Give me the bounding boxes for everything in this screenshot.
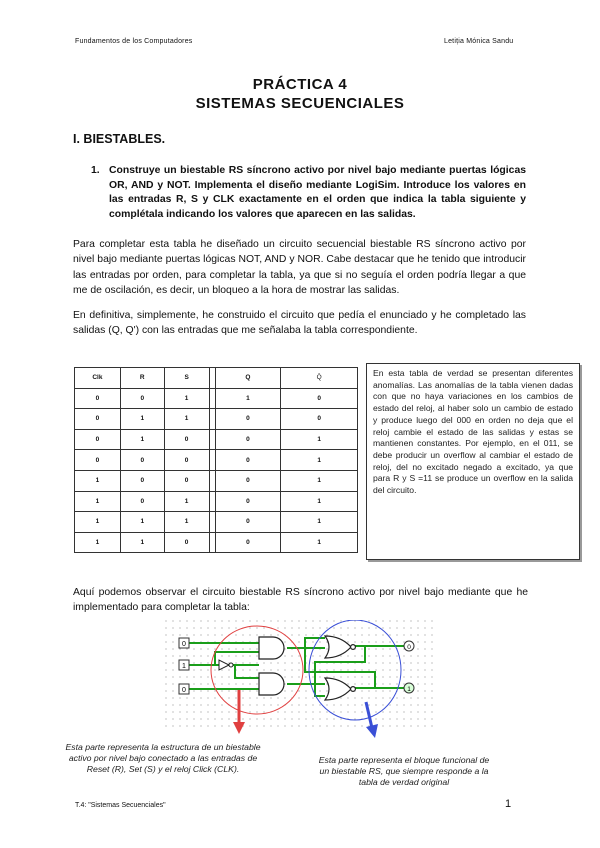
header-cell-qnot: Q̄ <box>281 368 358 389</box>
cell-q: 0 <box>215 512 281 533</box>
cell-clk: 1 <box>75 512 121 533</box>
circuit-diagram <box>165 620 435 728</box>
input-pin-top-value: 0 <box>182 641 186 648</box>
cell-s: 1 <box>164 491 209 512</box>
header-cell-r: R <box>120 368 164 389</box>
truth-table <box>74 367 358 553</box>
caption-right: Esta parte representa el bloque funcional de un biestable RS, que siempre responde a la tabla de verdad original <box>318 755 490 787</box>
cell-r: 0 <box>120 388 164 409</box>
table-header-row <box>75 368 358 389</box>
output-pin-top-value: 0 <box>407 644 411 651</box>
cell-qnot: 0 <box>281 409 358 430</box>
logisim-grid <box>165 620 435 728</box>
input-pins <box>179 638 189 694</box>
anomaly-note: En esta tabla de verdad se presentan diferentes anomalías. Las anomalías de la tabla vienen dadas con que no haya variaciones en los cambios de estado del reloj, al haber solo un cambio de estado y produce luego del 000 en orden no deja que el reloj cambie el estado de las salidas y estas se mantienen constantes. Por ejemplo, en el 011, se debe producir un overflow al cambiar el estado de reloj, del no excitado negado a excitado, ya que para R y S =11 se produce un overflow en la salida del circuito. <box>366 363 580 560</box>
cell-qnot: 1 <box>281 470 358 491</box>
cell-clk: 1 <box>75 470 121 491</box>
page-subtitle: SISTEMAS SECUENCIALES <box>195 95 405 112</box>
cell-q: 0 <box>215 409 281 430</box>
cell-clk: 0 <box>75 450 121 471</box>
cell-clk: 1 <box>75 491 121 512</box>
cell-r: 1 <box>120 532 164 553</box>
table-row <box>75 470 358 491</box>
table-row <box>75 429 358 450</box>
task-text: Construye un biestable RS síncrono activo por nivel bajo mediante puertas lógicas OR, AND y NOT. Implementa el diseño mediante LogiSim. Introduce los valores en las entradas R, S y CLK exactamente en el orden que indica la tabla siguiente y complétala indicando los valores que aparecen en las salidas. <box>109 165 526 220</box>
cell-qnot: 1 <box>281 532 358 553</box>
section-heading: I. BIESTABLES. <box>73 132 166 146</box>
header-cell-q: Q <box>215 368 281 389</box>
cell-s: 0 <box>164 532 209 553</box>
paragraph-2: En definitiva, simplemente, he construido el circuito que pedía el enunciado y he completado las salidas (Q, Q') con las entradas que me señalaba la tabla correspondiente. <box>73 310 526 337</box>
header-right: Letiția Mónica Sandu <box>444 38 514 45</box>
header-cell-s: S <box>164 368 209 389</box>
cell-s: 1 <box>164 409 209 430</box>
table-row <box>75 388 358 409</box>
footer-left: T.4: "Sistemas Secuenciales" <box>75 802 166 809</box>
cell-r: 0 <box>120 491 164 512</box>
table-row <box>75 450 358 471</box>
page-title: PRÁCTICA 4 <box>252 76 348 93</box>
cell-qnot: 1 <box>281 450 358 471</box>
and-gate-bottom-icon <box>259 673 284 695</box>
page-number: 1 <box>505 798 512 810</box>
cell-qnot: 1 <box>281 491 358 512</box>
cell-clk: 0 <box>75 388 121 409</box>
cell-r: 0 <box>120 470 164 491</box>
cell-q: 0 <box>215 450 281 471</box>
cell-q: 0 <box>215 532 281 553</box>
circuit-intro: Aquí podemos observar el circuito biestable RS síncrono activo por nivel bajo mediante que he implementado para completar la tabla: <box>73 587 528 614</box>
cell-qnot: 1 <box>281 429 358 450</box>
cell-q: 0 <box>215 429 281 450</box>
cell-qnot: 1 <box>281 512 358 533</box>
and-gate-top-icon <box>259 637 284 659</box>
header-cell-clk: Clk <box>75 368 121 389</box>
cell-r: 1 <box>120 512 164 533</box>
cell-q: 0 <box>215 470 281 491</box>
cell-s: 0 <box>164 450 209 471</box>
table-row <box>75 409 358 430</box>
output-pin-bottom-value: 1 <box>407 686 411 693</box>
table-row <box>75 491 358 512</box>
cell-q: 1 <box>215 388 281 409</box>
table-row <box>75 512 358 533</box>
cell-clk: 0 <box>75 429 121 450</box>
caption-left: Esta parte representa la estructura de un biestable activo por nivel bajo conectado a las entradas de Reset (R), Set (S) y el reloj Click (CLK). <box>65 742 261 774</box>
cell-s: 1 <box>164 388 209 409</box>
cell-s: 0 <box>164 429 209 450</box>
cell-q: 0 <box>215 491 281 512</box>
cell-s: 0 <box>164 470 209 491</box>
cell-r: 0 <box>120 450 164 471</box>
cell-clk: 0 <box>75 409 121 430</box>
header-left: Fundamentos de los Computadores <box>75 38 193 45</box>
cell-r: 1 <box>120 409 164 430</box>
cell-s: 1 <box>164 512 209 533</box>
task-number: 1. <box>91 165 100 176</box>
paragraph-1: Para completar esta tabla he diseñado un circuito secuencial biestable RS síncrono activo por nivel bajo mediante puertas lógicas NOT, AND y NOR. Cabe destacar que he tenido que introducir las entradas por orden, para completar la tabla, ya que si no seguía el orden podría llegar a que me de oscilación, es decir, un bloqueo a la hora de mostrar las salidas. <box>73 239 526 297</box>
input-pin-bottom-value: 0 <box>182 687 186 694</box>
cell-r: 1 <box>120 429 164 450</box>
cell-clk: 1 <box>75 532 121 553</box>
cell-qnot: 0 <box>281 388 358 409</box>
input-pin-mid-value: 1 <box>182 663 186 670</box>
table-row <box>75 532 358 553</box>
